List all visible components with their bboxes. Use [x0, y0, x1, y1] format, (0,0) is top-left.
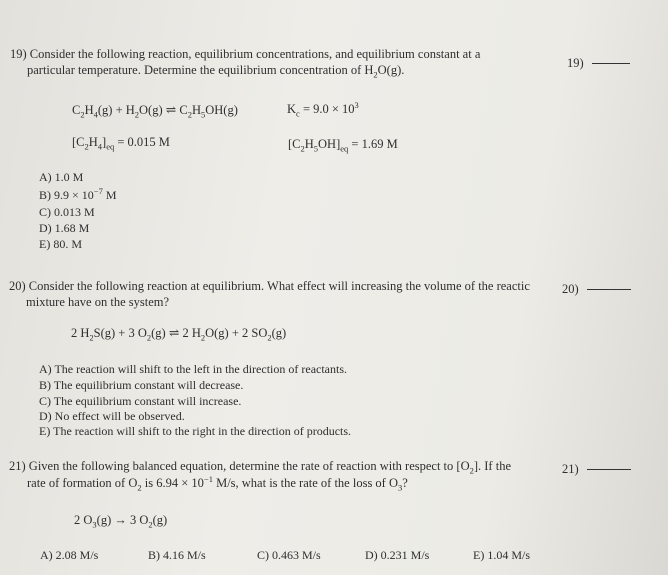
- q21-text-line2: rate of formation of $O_2$ is $6.94 \times 10^{-1}$ M/s, what is the rate of the loss of $O_3$?: [27, 473, 408, 493]
- q20-text-line2: mixture have on the system?: [26, 295, 170, 309]
- q19-choice-e[interactable]: E) 80. M: [39, 237, 82, 251]
- q21-answer-blank[interactable]: 21): [562, 462, 631, 477]
- q21-choice-d[interactable]: D) 0.231 M/s: [365, 548, 430, 562]
- q20-choice-c[interactable]: C) The equilibrium constant will increase.: [39, 394, 242, 408]
- q19-choice-a[interactable]: A) 1.0 M: [39, 170, 84, 184]
- q21-choice-b[interactable]: B) 4.16 M/s: [148, 548, 206, 562]
- q19-choice-c[interactable]: C) 0.013 M: [39, 205, 95, 219]
- q20-answer-blank[interactable]: 20): [562, 282, 631, 297]
- q20-reaction: 2 $H_2S(g) + 3$ $O_2(g)$ ⇌ 2 $H_2O(g) + 2$ $SO_2(g)$: [71, 326, 287, 343]
- q21-choice-e[interactable]: E) 1.04 M/s: [473, 548, 530, 562]
- q21-text-line1: 21) Given the following balanced equation, determine the rate of reaction with respect to $[O_2]$. If the: [9, 459, 511, 476]
- q19-answer-blank[interactable]: 19): [567, 56, 630, 71]
- q19-choice-b[interactable]: B) $9.9 \times 10^{-7}$ M: [39, 186, 117, 202]
- q19-reaction: $C_2H_4(g) + H_2O(g)$ ⇌ $C_2H_5OH(g)$: [72, 103, 238, 120]
- q19-kc: $K_c = 9.0 \times 10^3$: [287, 99, 359, 119]
- q19-conc-c2h4: $[C_2H_4]_{eq} = 0.015$ M: [72, 135, 170, 152]
- q21-reaction: 2 $O_3(g) \to 3$ $O_2(g)$: [74, 513, 168, 530]
- q21-choice-c[interactable]: C) 0.463 M/s: [257, 548, 321, 562]
- q19-text-line1: 19) Consider the following reaction, equilibrium concentrations, and equilibrium constant at a: [10, 47, 481, 61]
- q20-choice-d[interactable]: D) No effect will be observed.: [39, 409, 185, 423]
- q19-choice-d[interactable]: D) 1.68 M: [39, 221, 90, 235]
- q20-choice-b[interactable]: B) The equilibrium constant will decrease.: [39, 378, 244, 392]
- q20-text-line1: 20) Consider the following reaction at equilibrium. What effect will increasing the volume of the reactic: [9, 279, 530, 293]
- q20-choice-a[interactable]: A) The reaction will shift to the left in the direction of reactants.: [39, 362, 348, 376]
- q20-choice-e[interactable]: E) The reaction will shift to the right in the direction of products.: [39, 424, 352, 438]
- q19-text-line2: particular temperature. Determine the equilibrium concentration of $H_2O(g)$.: [27, 63, 405, 80]
- q19-conc-c2h5oh: $[C_2H_5OH]_{eq} = 1.69$ M: [288, 137, 398, 154]
- q21-choice-a[interactable]: A) 2.08 M/s: [40, 548, 99, 562]
